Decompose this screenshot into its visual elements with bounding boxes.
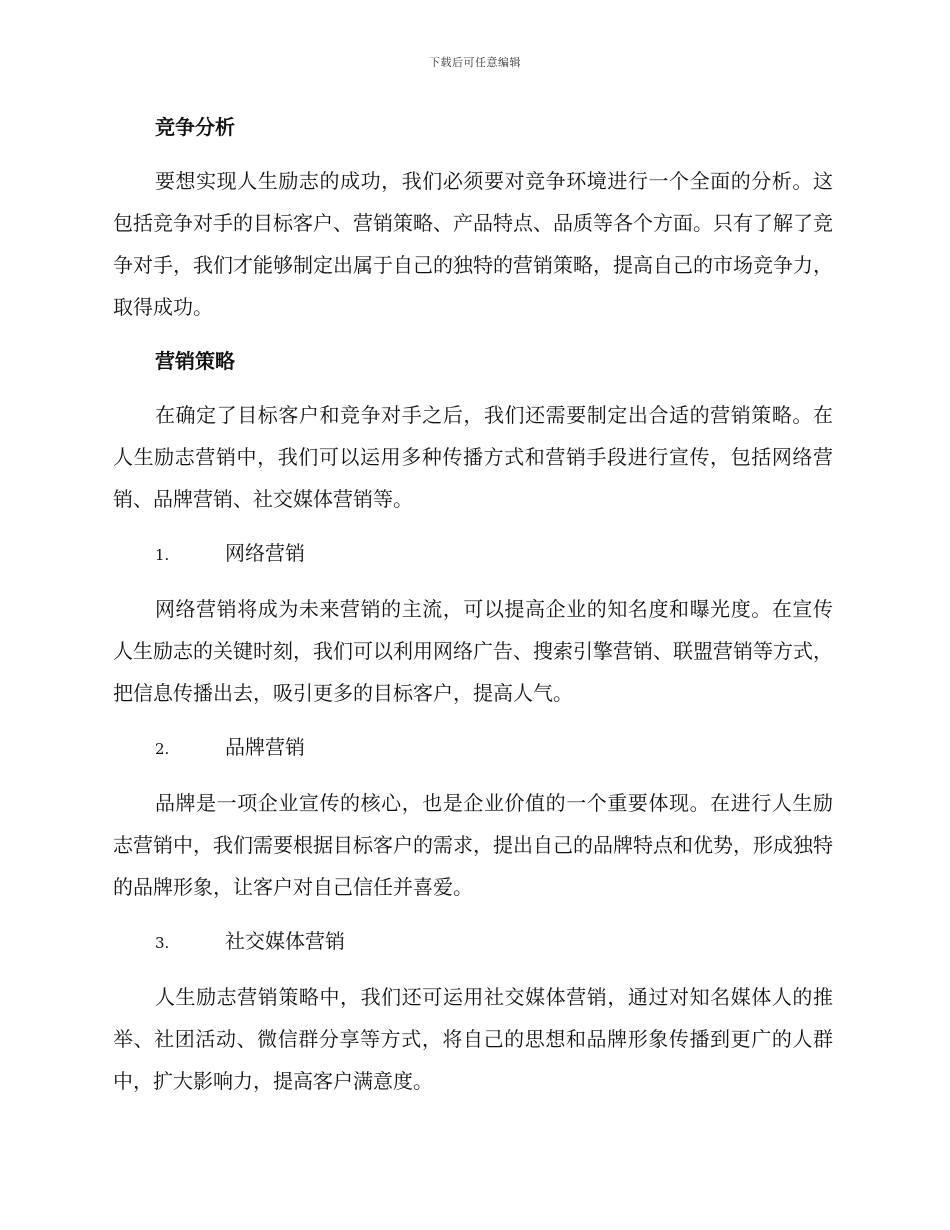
list-number: 2. [155, 740, 170, 758]
list-label: 品牌营销 [225, 735, 305, 759]
paragraph-social-media-marketing: 人生励志营销策略中，我们还可运用社交媒体营销，通过对知名媒体人的推举、社团活动、微信群分享等方式，将自己的思想和品牌形象传播到更广的人群中，扩大影响力，提高客户满意度。 [113, 985, 833, 1093]
paragraph-competition: 要想实现人生励志的成功，我们必须要对竞争环境进行一个全面的分析。这包括竞争对手的目标客户、营销策略、产品特点、品质等各个方面。只有了解了竞争对手，我们才能够制定出属于自己的独特的营销策略，提高自己的市场竞争力，取得成功。 [113, 169, 833, 319]
page-header: 下载后可任意编辑 [429, 56, 521, 69]
paragraph-brand-marketing: 品牌是一项企业宣传的核心，也是企业价值的一个重要体现。在进行人生励志营销中，我们需要根据目标客户的需求，提出自己的品牌特点和优势，形成独特的品牌形象，让客户对自己信任并喜爱。 [113, 791, 833, 899]
list-number: 3. [155, 934, 170, 952]
list-number: 1. [155, 546, 170, 564]
paragraph-network-marketing: 网络营销将成为未来营销的主流，可以提高企业的知名度和曝光度。在宣传人生励志的关键时刻，我们可以利用网络广告、搜索引擎营销、联盟营销等方式，把信息传播出去，吸引更多的目标客户，提高人气。 [113, 597, 833, 705]
section-title-competition: 竞争分析 [155, 115, 235, 139]
list-item-brand-marketing [113, 726, 833, 770]
paragraph-marketing: 在确定了目标客户和竞争对手之后，我们还需要制定出合适的营销策略。在人生励志营销中，我们可以运用多种传播方式和营销手段进行宣传，包括网络营销、品牌营销、社交媒体营销等。 [113, 403, 833, 511]
section-title-marketing: 营销策略 [155, 349, 235, 373]
list-label: 网络营销 [225, 541, 305, 565]
list-label: 社交媒体营销 [225, 929, 345, 953]
document-body [113, 106, 833, 1102]
list-item-network-marketing [113, 532, 833, 576]
list-item-social-media-marketing [113, 920, 833, 964]
